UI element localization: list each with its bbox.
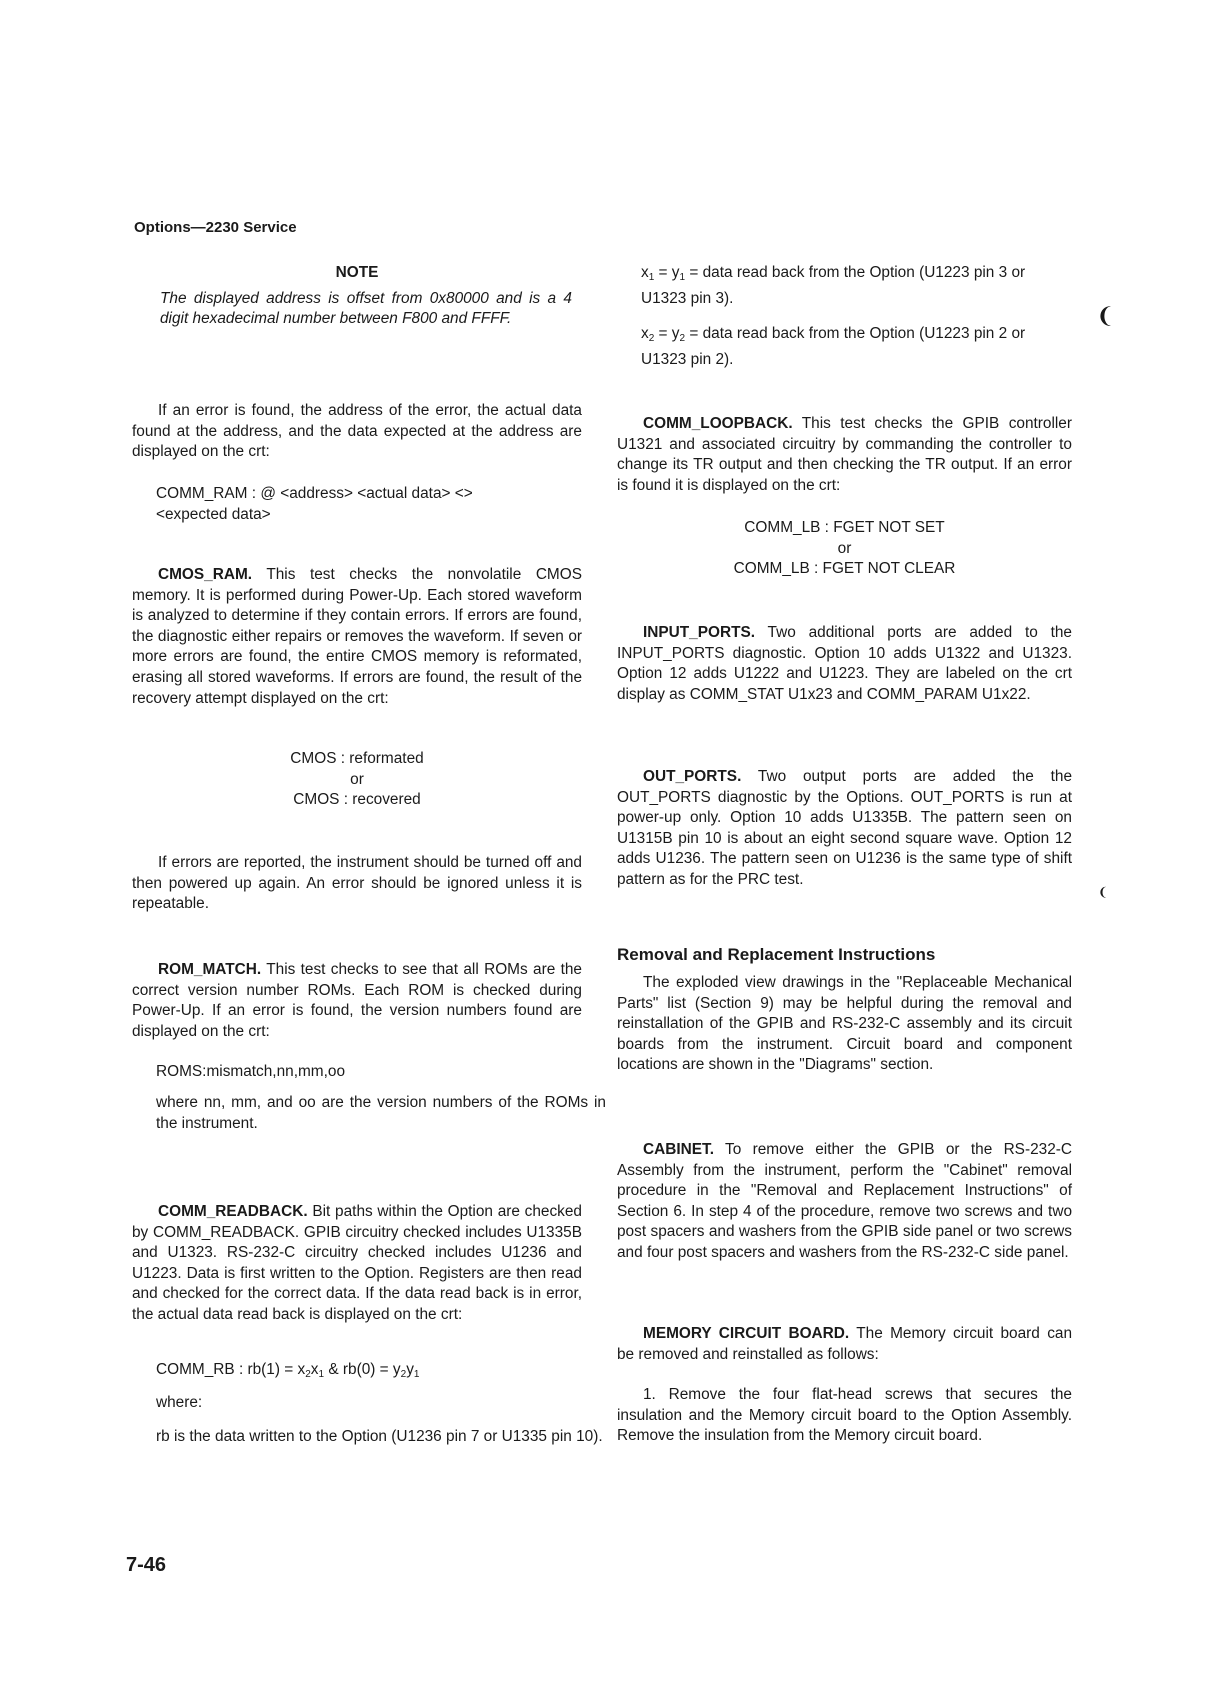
comm-ram-line1: COMM_RAM : @ <address> <actual data> <> <box>156 485 473 502</box>
cmos-line1: CMOS : reformated <box>290 750 424 767</box>
input-ports-text: Two additional ports are added to the INPUT_PORTS diagnostic. Option 10 adds U1322 and U1323. Option 12 adds U1222 and U1223. They are labeled on the crt display as COMM_STAT U1x23 and COMM_PARAM U1x22. <box>617 624 1072 703</box>
cabinet-heading: CABINET. <box>643 1141 714 1158</box>
readback-paragraph <box>132 1202 582 1326</box>
lb-display <box>617 518 1072 580</box>
lb-or: or <box>837 539 852 557</box>
cmos-ram-text: This test checks the nonvolatile CMOS memory. It is performed during Power-Up. Each stored waveform is analyzed to determine if they contain errors. If errors are found, the diagnostic either repairs or removes the waveform. If seven or more errors are found, the entire CMOS memory is reformated, erasing all stored waveforms. If errors are found, the result of the recovery attempt displayed on the crt: <box>132 566 582 707</box>
comm-rb-display: COMM_RB : $rb(1) = x_2x_1$ & $rb(0) = y_2y_1$ <box>156 1361 420 1380</box>
roms-display: ROMS:mismatch,nn,mm,oo <box>156 1063 346 1080</box>
where-label: where: <box>156 1394 203 1411</box>
note-block <box>132 263 582 330</box>
roms-where: where nn, mm, and oo are the version numbers of the ROMs in the instrument. <box>156 1094 606 1132</box>
out-ports-heading: OUT_PORTS. <box>643 768 742 785</box>
x2-definition: $x_2 = y_2$ = data read back from the Option (U1223 pin 2 or U1323 pin 2). <box>641 325 1026 368</box>
note-title: NOTE <box>335 264 379 281</box>
lb-line2: COMM_LB : FGET NOT CLEAR <box>733 560 956 578</box>
cabinet-paragraph <box>617 1140 1072 1264</box>
memory-text: The Memory circuit board can be removed and reinstalled as follows: <box>617 1325 1073 1363</box>
note-text: The displayed address is offset from 0x80000 and is a 4 digit hexadecimal number between F800 and FFFF. <box>160 289 572 328</box>
rom-match-heading: ROM_MATCH. <box>158 961 262 978</box>
readback-heading: COMM_READBACK. <box>158 1203 308 1220</box>
out-ports-text: Two output ports are added the the OUT_PORTS diagnostic by the Options. OUT_PORTS is run at power-up only. Option 10 adds U1335B. The pattern seen on U1315B pin 10 is about an eight second square wave. Option 12 adds U1236. The pattern seen on U1236 is the same type of shift pattern as for the PRC test. <box>617 768 1072 888</box>
error-paragraph: If an error is found, the address of the error, the actual data found at the address, and the data expected at the address are displayed on the crt: <box>132 402 582 461</box>
page-number: 7-46 <box>126 1554 167 1576</box>
step-1: 1. Remove the four flat-head screws that secures the insulation and the Memory circuit board to the Option Assembly. Remove the insulation from the Memory circuit board. <box>617 1386 1072 1445</box>
margin-mark-top: ❨ <box>1096 303 1115 328</box>
cmos-line2: CMOS : recovered <box>293 791 421 809</box>
readback-text: Bit paths within the Option are checked by COMM_READBACK. GPIB circuitry checked includes U1335B and U1323. RS-232-C circuitry checked includes U1236 and U1223. Data is first written to the Option. Registers are then read and checked for the correct data. If the data read back is in error, the actual data read back is displayed on the crt: <box>132 1203 582 1323</box>
loopback-paragraph <box>617 414 1072 496</box>
loopback-text: This test checks the GPIB controller U1321 and associated circuitry by commanding the controller to change its TR output and then checking the TR output. If an error is found it is displayed on the crt: <box>617 415 1072 494</box>
input-ports-paragraph <box>617 623 1072 705</box>
cmos-display <box>132 749 582 811</box>
margin-mark-bottom: ❨ <box>1098 885 1109 899</box>
cmos-ram-paragraph <box>132 565 582 709</box>
cabinet-text: To remove either the GPIB or the RS-232-C Assembly from the instrument, perform the "Cabinet" removal procedure in the "Removal and Replacement Instructions" of Section 6. In step 4 of the procedure, remove two screws and two post spacers and washers from the GPIB side panel or two screws and four post spacers and washers from the RS-232-C side panel. <box>617 1141 1072 1261</box>
cmos-or: or <box>350 770 364 788</box>
comm-ram-display <box>132 484 606 525</box>
cmos-ram-heading: CMOS_RAM. <box>158 566 253 583</box>
lb-line1: COMM_LB : FGET NOT SET <box>744 519 945 536</box>
removal-paragraph: The exploded view drawings in the "Replaceable Mechanical Parts" list (Section 9) may be helpful during the removal and reinstallation of the GPIB and RS-232-C assembly and its circuit boards from the instrument. Circuit board and component locations are shown in the "Diagrams" section. <box>617 974 1072 1074</box>
rom-match-paragraph <box>132 960 582 1042</box>
errors-reported-paragraph: If errors are reported, the instrument should be turned off and then powered up again. An error should be ignored unless it is repeatable. <box>132 854 582 913</box>
rb-description: rb is the data written to the Option (U1236 pin 7 or U1335 pin 10). <box>156 1428 603 1445</box>
memory-paragraph <box>617 1324 1072 1365</box>
page-header: Options—2230 Service <box>134 219 297 236</box>
rom-match-text: This test checks to see that all ROMs are the correct version number ROMs. Each ROM is checked during Power-Up. If an error is found, the version numbers found are displayed on the crt: <box>132 961 582 1040</box>
comm-ram-line2: <expected data> <box>156 505 271 523</box>
memory-heading: MEMORY CIRCUIT BOARD. <box>643 1325 850 1342</box>
removal-heading: Removal and Replacement Instructions <box>617 945 936 964</box>
out-ports-paragraph <box>617 767 1072 891</box>
input-ports-heading: INPUT_PORTS. <box>643 624 756 641</box>
loopback-heading: COMM_LOOPBACK. <box>643 415 793 432</box>
x1-definition: $x_1 = y_1$ = data read back from the Option (U1223 pin 3 or U1323 pin 3). <box>641 264 1026 307</box>
